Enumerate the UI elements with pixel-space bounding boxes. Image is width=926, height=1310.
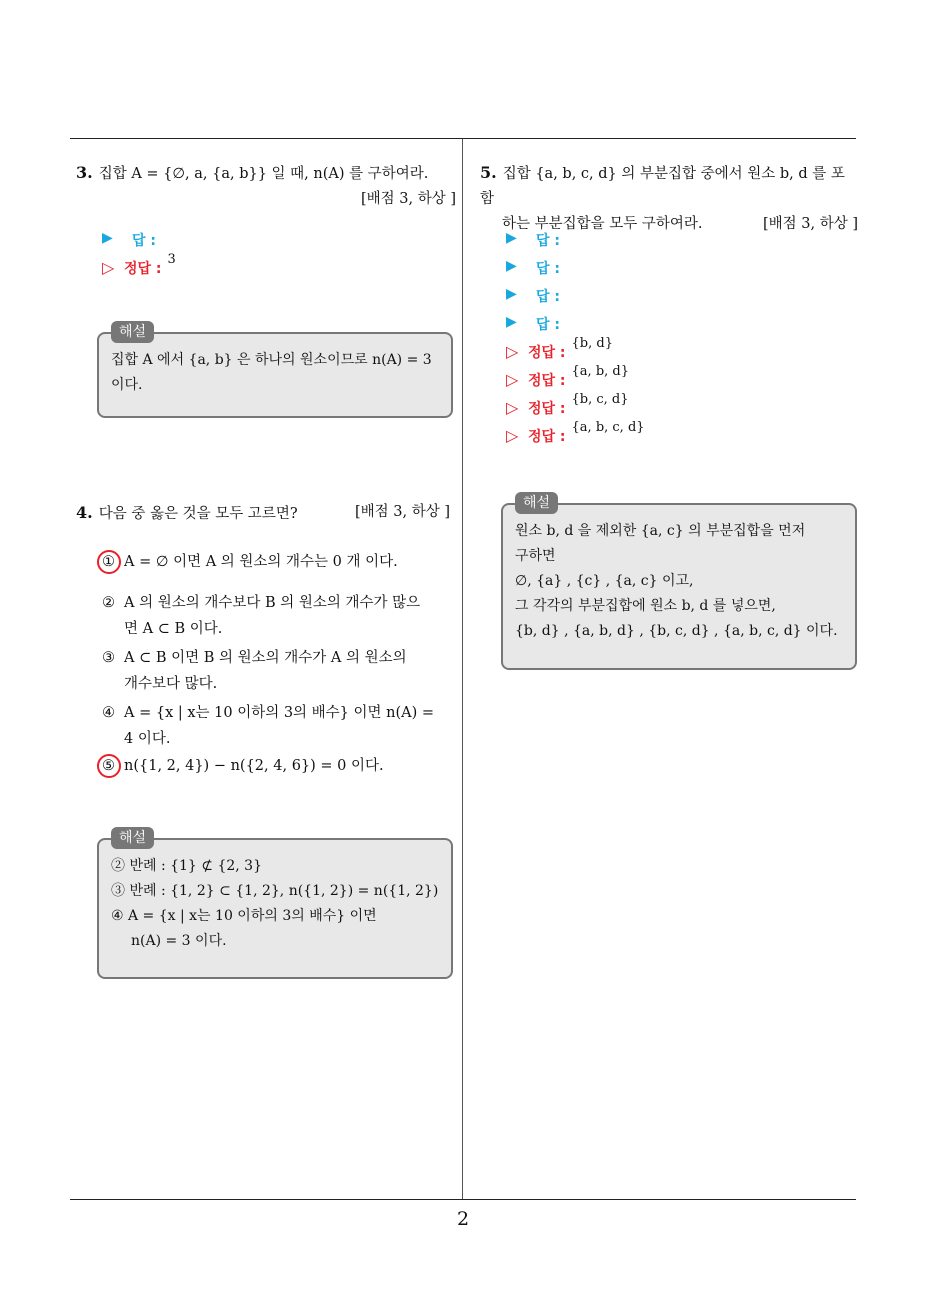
correct-value: {b, d} — [571, 336, 613, 351]
open-triangle-icon: ▷ — [506, 370, 519, 389]
question-3-solution — [97, 324, 453, 418]
correct-value: {a, b, c, d} — [571, 420, 645, 435]
question-3-text: 집합 A = {∅, a, {a, b}} 일 때, n(A) 를 구하여라. — [98, 166, 429, 182]
filled-triangle-icon: ▶ — [506, 286, 517, 302]
solution-line: 집합 A 에서 {a, b} 은 하나의 원소이므로 n(A) = 3 — [111, 352, 432, 368]
correct-label: 정답 : — [528, 345, 566, 361]
filled-triangle-icon: ▶ — [506, 314, 517, 330]
question-5-solution — [501, 495, 857, 670]
solution-line: 원소 b, d 을 제외한 {a, c} 의 부분집합을 먼저 — [515, 523, 806, 539]
option-1[interactable] — [102, 549, 452, 575]
answer-label: 답 : — [536, 233, 560, 249]
answer-label: 답 : — [536, 317, 560, 333]
filled-triangle-icon: ▶ — [506, 230, 517, 246]
solution-tag: 해설 — [111, 827, 154, 849]
option-mark: ② — [102, 595, 115, 611]
option-2[interactable] — [102, 590, 452, 642]
correct-value: {b, c, d} — [571, 392, 629, 407]
question-3 — [76, 160, 456, 212]
answer-label: 답 : — [536, 261, 560, 277]
answer-label: 답 : — [132, 233, 156, 249]
column-divider — [462, 139, 463, 1199]
option-mark: ③ — [102, 650, 115, 666]
solution-line: ④ A = {x | x는 10 이하의 3의 배수} 이면 — [111, 908, 377, 924]
solution-line: n(A) = 3 이다. — [131, 933, 227, 949]
option-mark: ⑤ — [102, 758, 115, 774]
question-4-meta: [배점 3, 하상 ] — [354, 504, 450, 520]
solution-line: ③ 반례 : {1, 2} ⊂ {1, 2}, n({1, 2}) = n({1, 2}) — [111, 883, 439, 899]
solution-line: {b, d} , {a, b, d} , {b, c, d} , {a, b, c, d} 이다. — [515, 623, 838, 639]
option-3[interactable] — [102, 645, 452, 697]
solution-line: ② 반례 : {1} ⊄ {2, 3} — [111, 858, 262, 874]
question-3-number: 3. — [76, 163, 93, 182]
option-text: 면 A ⊂ B 이다. — [124, 621, 223, 637]
solution-line: 그 각각의 부분집합에 원소 b, d 를 넣으면, — [515, 598, 776, 614]
correct-value: 3 — [167, 252, 176, 267]
question-5 — [480, 160, 858, 237]
option-text: n({1, 2, 4}) − n({2, 4, 6}) = 0 이다. — [124, 758, 384, 774]
question-5-meta: [배점 3, 하상 ] — [762, 216, 858, 232]
top-rule — [70, 138, 856, 139]
correct-label: 정답 : — [528, 401, 566, 417]
solution-line: 이다. — [111, 377, 143, 393]
question-5-answers — [506, 230, 645, 454]
option-text: 개수보다 많다. — [124, 676, 218, 692]
solution-tag: 해설 — [111, 321, 154, 343]
question-4-number: 4. — [76, 503, 93, 522]
question-5-text-2: 하는 부분집합을 모두 구하여라. — [502, 216, 703, 232]
option-text: A 의 원소의 개수보다 B 의 원소의 개수가 많으 — [124, 595, 421, 611]
correct-label: 정답 : — [528, 429, 566, 445]
option-mark: ① — [102, 554, 115, 570]
solution-line: 구하면 — [515, 548, 556, 564]
question-4-solution — [97, 830, 453, 979]
option-text: A = {x | x는 10 이하의 3의 배수} 이면 n(A) = — [124, 705, 435, 721]
option-mark: ④ — [102, 705, 115, 721]
question-3-meta: [배점 3, 하상 ] — [360, 191, 456, 207]
open-triangle-icon: ▷ — [102, 258, 115, 277]
option-5[interactable] — [102, 753, 452, 779]
open-triangle-icon: ▷ — [506, 342, 519, 361]
open-triangle-icon: ▷ — [506, 398, 519, 417]
question-4 — [76, 500, 450, 527]
correct-label: 정답 : — [124, 261, 162, 277]
question-4-text: 다음 중 옳은 것을 모두 고르면? — [98, 506, 298, 522]
bottom-rule — [70, 1199, 856, 1200]
option-text: 4 이다. — [124, 731, 171, 747]
open-triangle-icon: ▷ — [506, 426, 519, 445]
answer-label: 답 : — [536, 289, 560, 305]
option-text: A = ∅ 이면 A 의 원소의 개수는 0 개 이다. — [124, 554, 398, 570]
solution-tag: 해설 — [515, 492, 558, 514]
option-text: A ⊂ B 이면 B 의 원소의 개수가 A 의 원소의 — [124, 650, 407, 666]
correct-label: 정답 : — [528, 373, 566, 389]
filled-triangle-icon: ▶ — [506, 258, 517, 274]
filled-triangle-icon: ▶ — [102, 230, 113, 246]
correct-value: {a, b, d} — [571, 364, 629, 379]
question-5-text-1: 집합 {a, b, c, d} 의 부분집합 중에서 원소 b, d 를 포함 — [480, 166, 845, 207]
question-3-answers — [102, 230, 176, 286]
page-number: 2 — [456, 1208, 470, 1230]
question-5-number: 5. — [480, 163, 497, 182]
solution-line: ∅, {a} , {c} , {a, c} 이고, — [515, 573, 694, 589]
option-4[interactable] — [102, 700, 452, 752]
